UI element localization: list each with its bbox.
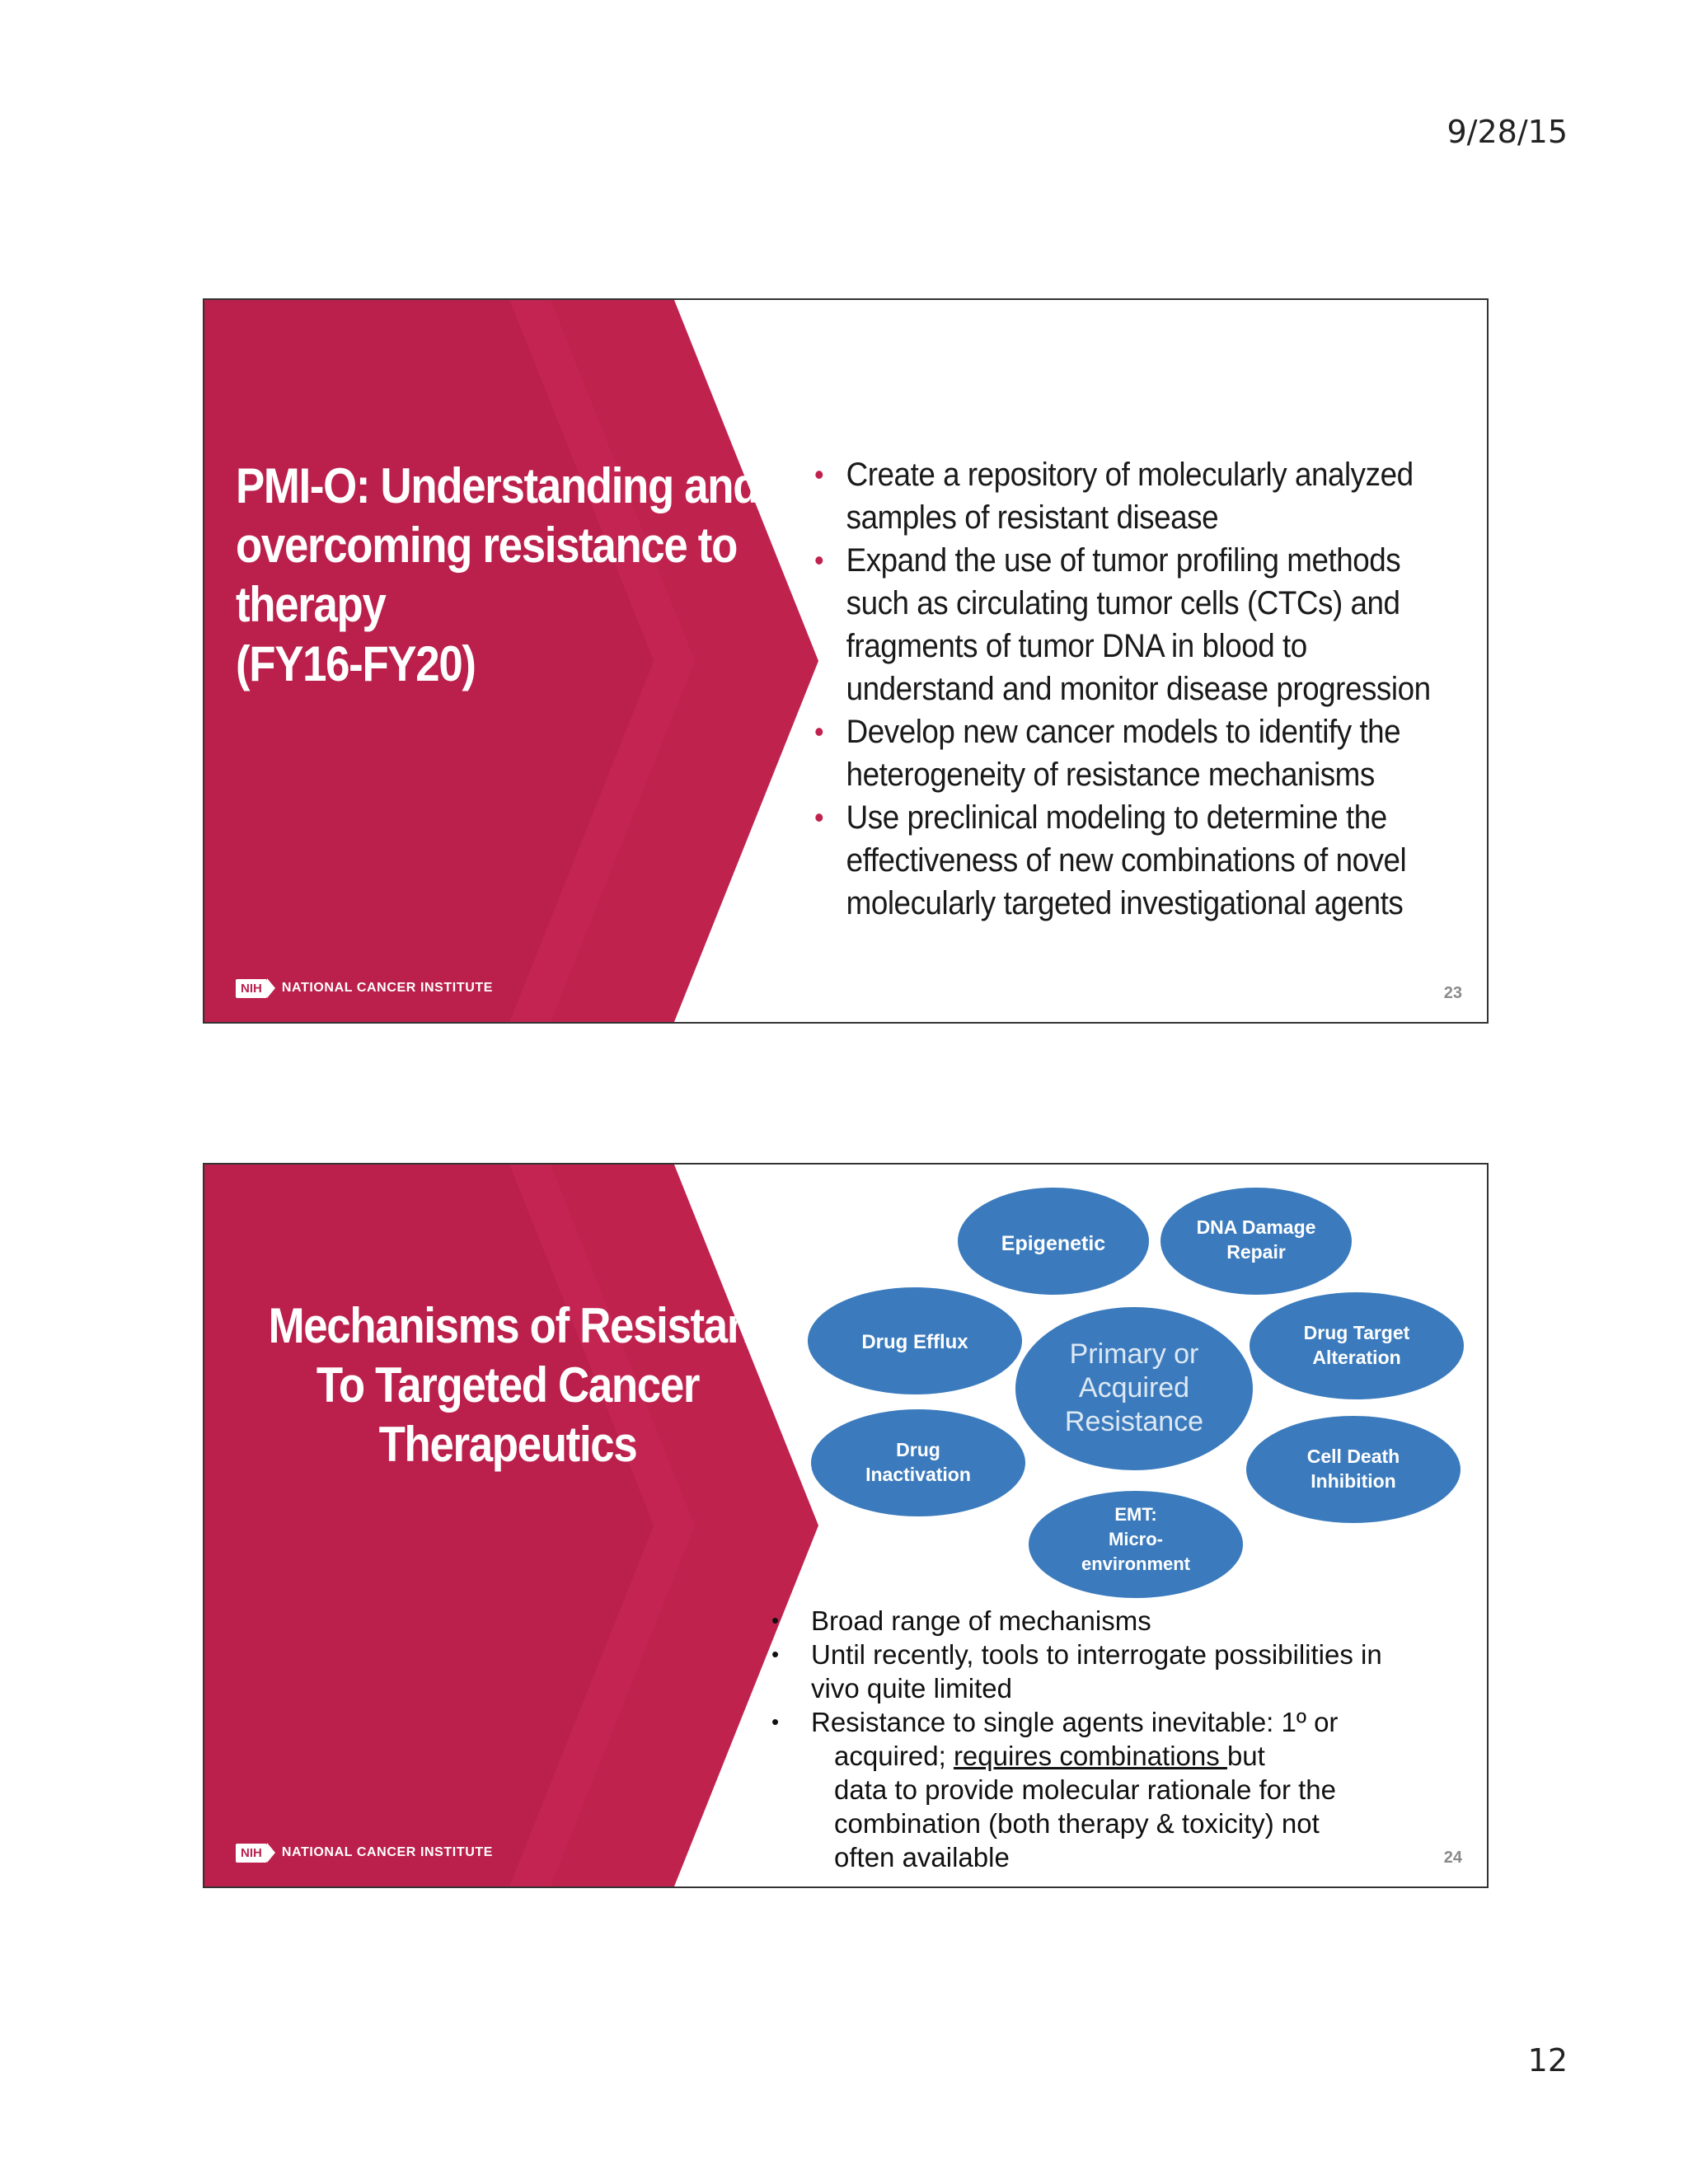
bullet-dot-icon: •: [814, 715, 824, 748]
title-line: PMI-O: Understanding and: [236, 458, 759, 513]
ellipse-label: DNA Damage: [1196, 1216, 1316, 1238]
slide-24: [203, 1163, 1489, 1888]
center-label: Acquired: [1078, 1372, 1190, 1404]
ellipse-label: Micro-: [1109, 1529, 1163, 1549]
bullet-item: • Resistance to single agents inevitable: 1º or acquired; requires combinations but data to provide molecular rationale for the combination (both therapy & toxicity) not often available: [771, 1707, 1339, 1872]
bullet-dot-icon: •: [814, 457, 824, 491]
ellipse-label: Epigenetic: [1001, 1232, 1106, 1255]
bullet-list: [814, 453, 1474, 925]
bullet-item: • Create a repository of molecularly analyzed samples of resistant disease: [814, 453, 1489, 539]
mechanism-dna-damage-repair: [1160, 1187, 1353, 1296]
ellipse-label: Cell Death: [1306, 1446, 1400, 1467]
ellipse-label: EMT:: [1114, 1504, 1157, 1525]
title-line: overcoming resistance to: [236, 518, 738, 573]
slide-number: 23: [1443, 984, 1462, 1002]
mechanism-emt-microenvironment: [1028, 1490, 1244, 1599]
bullet-dot-icon: •: [771, 1608, 780, 1633]
title-line: Mechanisms of Resistance: [268, 1298, 799, 1353]
bullet-dot-icon: •: [814, 800, 824, 834]
bullet-item: • Broad range of mechanisms: [771, 1605, 1151, 1636]
nih-logo-icon: NIH: [236, 1844, 267, 1863]
slide-number: 24: [1443, 1849, 1462, 1867]
nci-logo: [236, 978, 493, 998]
mechanism-drug-efflux: [807, 1286, 1023, 1395]
center-label: Primary or: [1069, 1338, 1199, 1370]
title-line: (FY16-FY20): [236, 636, 476, 691]
bullet-item: • Use preclinical modeling to determine the effectiveness of new combinations of novel molecularly targeted investigational agents: [814, 796, 1489, 925]
nci-logo-text: NATIONAL CANCER INSTITUTE: [281, 981, 494, 995]
ellipse-label: Repair: [1226, 1241, 1286, 1263]
page-date: 9/28/15: [1447, 114, 1568, 150]
ellipse-label: Alteration: [1312, 1347, 1401, 1368]
ellipse-label: Drug Efflux: [861, 1331, 968, 1353]
ellipse-label: Drug Target: [1303, 1322, 1410, 1343]
nih-arrow-icon: [267, 978, 275, 998]
slide-23: [203, 298, 1489, 1024]
mechanism-drug-inactivation: [810, 1408, 1026, 1517]
nih-logo-icon: NIH: [236, 979, 267, 998]
underlined-text: requires combinations: [953, 1741, 1227, 1771]
center-primary-acquired-resistance: [1015, 1306, 1254, 1471]
bullet-dot-icon: •: [814, 543, 824, 577]
page-number: 12: [1527, 2042, 1568, 2079]
mechanism-epigenetic: [957, 1187, 1150, 1296]
bullet-item: • Expand the use of tumor profiling methods such as circulating tumor cells (CTCs) and fragments of tumor DNA in blood to understand and monitor disease progression: [814, 539, 1489, 710]
bullet-dot-icon: •: [771, 1709, 780, 1734]
slide-title: [268, 1296, 799, 1474]
ellipse-label: Inhibition: [1311, 1470, 1396, 1492]
title-line: Therapeutics: [378, 1417, 637, 1472]
ellipse-label: Drug: [896, 1439, 940, 1460]
title-line: therapy: [236, 577, 386, 632]
bullet-dot-icon: •: [771, 1642, 780, 1666]
ellipse-label: Inactivation: [865, 1464, 971, 1485]
bullet-list: [771, 1604, 1447, 1874]
mechanism-cell-death-inhibition: [1245, 1415, 1461, 1524]
bullet-item: • Develop new cancer models to identify the heterogeneity of resistance mechanisms: [814, 710, 1489, 796]
bullet-item: • Until recently, tools to interrogate possibilities in vivo quite limited: [771, 1639, 1382, 1704]
mechanism-drug-target-alteration: [1249, 1291, 1465, 1400]
slide-title: [236, 457, 759, 694]
title-line: To Targeted Cancer: [316, 1357, 700, 1413]
ellipse-label: environment: [1081, 1554, 1191, 1574]
nci-logo: [236, 1843, 493, 1863]
nih-arrow-icon: [267, 1843, 275, 1863]
nci-logo-text: NATIONAL CANCER INSTITUTE: [281, 1845, 494, 1859]
center-label: Resistance: [1064, 1406, 1204, 1437]
